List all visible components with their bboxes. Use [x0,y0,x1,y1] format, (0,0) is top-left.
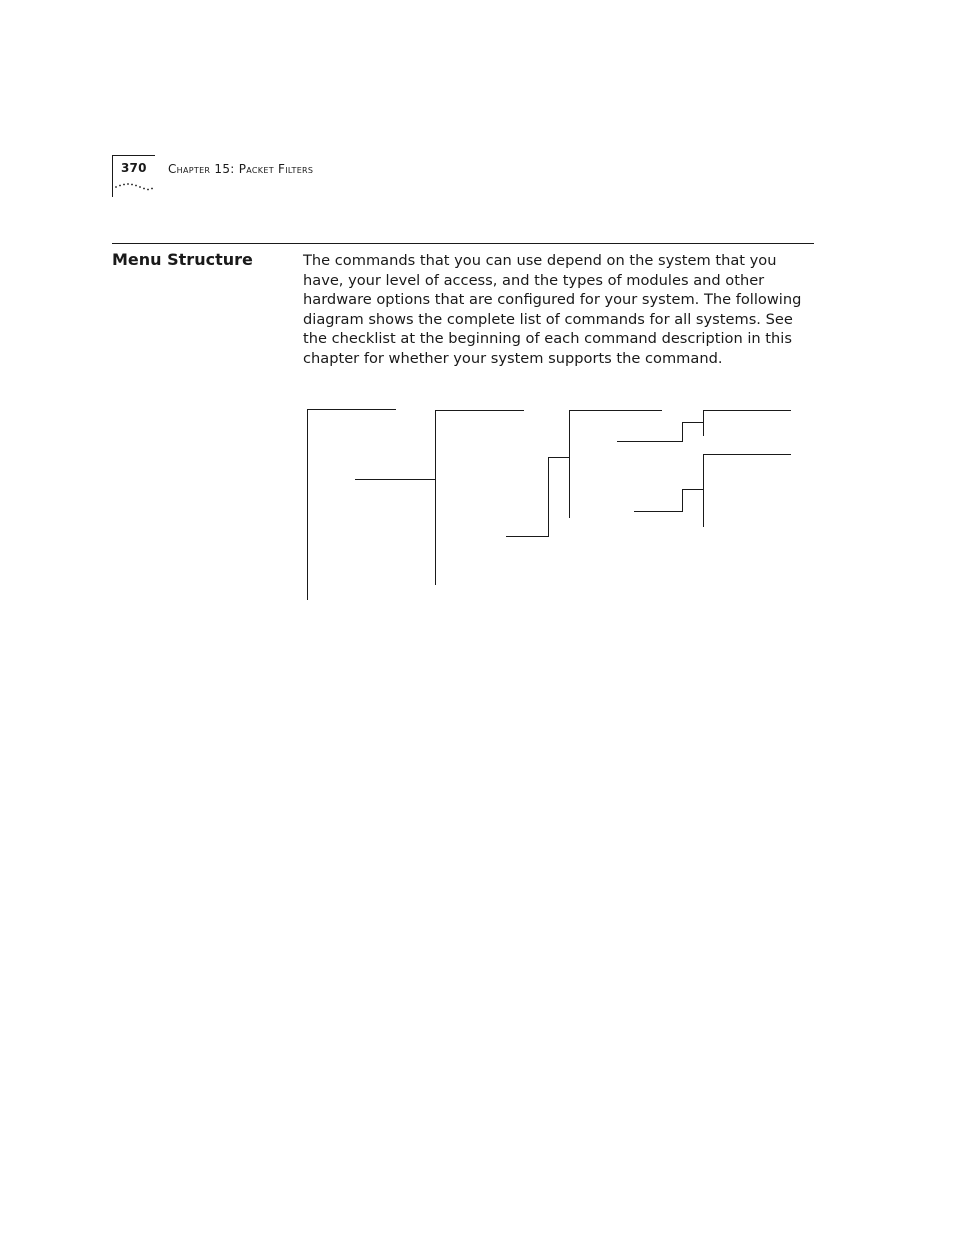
section-body-text: The commands that you can use depend on the system that you have, your level of access, and the types of modules and other hardware options that are configured for your system. The following diagram shows the complete list of commands for all systems. See the checklist at the beginning of each command description in this chapter for whether your system supports the command. [303,252,802,367]
page-number: 370 [121,161,147,175]
section-heading: Menu Structure [112,250,253,269]
running-head: Chapter 15: Packet Filters [168,162,314,176]
